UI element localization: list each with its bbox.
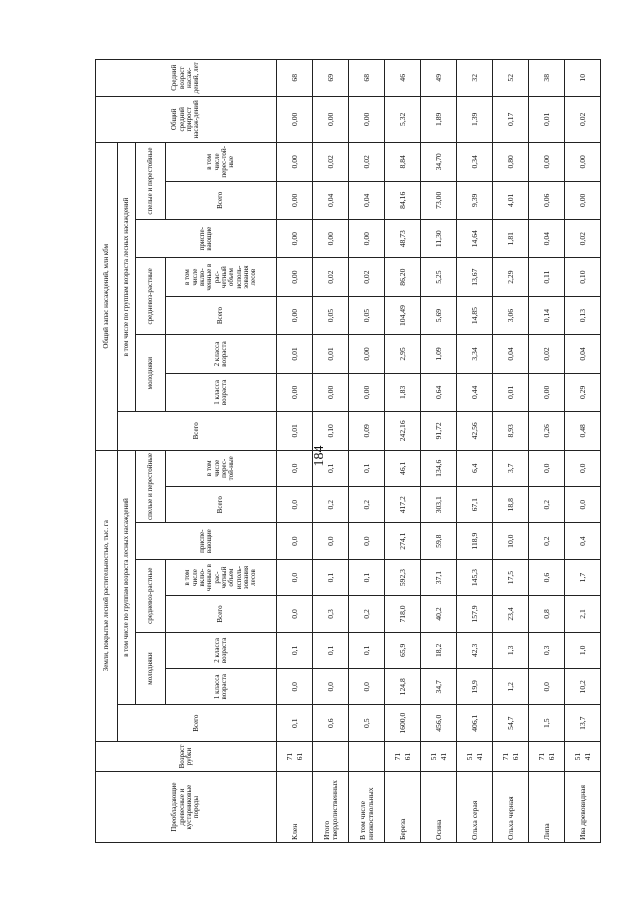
value-cell: 0,0 bbox=[529, 450, 565, 487]
table-row bbox=[457, 60, 493, 843]
value-cell: 0,17 bbox=[493, 96, 529, 143]
value-cell: 0,5 bbox=[349, 705, 385, 741]
value-cell: 48,73 bbox=[385, 220, 421, 258]
value-cell: 0,1 bbox=[349, 632, 385, 668]
table-row bbox=[313, 60, 349, 843]
value-cell: 0,00 bbox=[313, 96, 349, 143]
value-cell: 0,1 bbox=[277, 632, 313, 668]
species-cell: Ольха черная bbox=[493, 772, 529, 843]
value-cell: 68 bbox=[277, 60, 313, 97]
value-cell: 0,2 bbox=[313, 487, 349, 523]
value-cell: 1,0 bbox=[565, 632, 601, 668]
value-cell: 9,39 bbox=[457, 181, 493, 219]
value-cell: 0,3 bbox=[529, 632, 565, 668]
age-value: 71 bbox=[285, 752, 295, 761]
value-cell: 0,00 bbox=[277, 181, 313, 219]
value-cell: 0,00 bbox=[529, 373, 565, 411]
value-cell: 0,80 bbox=[493, 143, 529, 182]
value-cell: 104,49 bbox=[385, 296, 421, 334]
value-cell: 0,02 bbox=[529, 335, 565, 373]
value-cell: 0,00 bbox=[313, 373, 349, 411]
value-cell: 0,2 bbox=[349, 487, 385, 523]
value-cell: 0,01 bbox=[277, 412, 313, 450]
species-cell: Ива древовидная bbox=[565, 772, 601, 843]
value-cell: 0,14 bbox=[529, 296, 565, 334]
age-value: 61 bbox=[510, 752, 520, 761]
value-cell: 10,2 bbox=[565, 669, 601, 705]
value-cell: 69 bbox=[313, 60, 349, 97]
value-cell: 38 bbox=[529, 60, 565, 97]
value-cell: 1,81 bbox=[493, 220, 529, 258]
value-cell: 67,1 bbox=[457, 487, 493, 523]
value-cell: 0,3 bbox=[313, 596, 349, 632]
header-area-middle-incl: в том числе вклю-ченные в рас-четный объем исполь-зования лесов bbox=[166, 559, 277, 595]
age-value: 51 bbox=[429, 752, 439, 761]
value-cell: 0,2 bbox=[529, 487, 565, 523]
table-row bbox=[421, 60, 457, 843]
value-cell: 0,02 bbox=[313, 258, 349, 296]
value-cell: 0,1 bbox=[313, 450, 349, 487]
value-cell: 0,00 bbox=[349, 96, 385, 143]
value-cell: 0,02 bbox=[349, 143, 385, 182]
value-cell: 11,30 bbox=[421, 220, 457, 258]
value-cell: 84,16 bbox=[385, 181, 421, 219]
value-cell: 0,0 bbox=[349, 523, 385, 559]
value-cell: 718,0 bbox=[385, 596, 421, 632]
age-cell bbox=[529, 741, 565, 771]
header-area-premature: приспе-вающие bbox=[136, 523, 277, 559]
header-area-total: Всего bbox=[118, 705, 277, 741]
value-cell: 13,7 bbox=[565, 705, 601, 741]
value-cell: 0,26 bbox=[529, 412, 565, 450]
value-cell: 0,01 bbox=[529, 96, 565, 143]
value-cell: 124,8 bbox=[385, 669, 421, 705]
header-vol-total: Всего bbox=[118, 412, 277, 450]
species-cell: Осина bbox=[421, 772, 457, 843]
header-vol-middle-incl: в том числе вклю-ченные в рас-четный объем исполь-зования лесов bbox=[166, 258, 277, 296]
value-cell: 0,04 bbox=[565, 335, 601, 373]
value-cell: 23,4 bbox=[493, 596, 529, 632]
header-area-middle-total: Всего bbox=[166, 596, 277, 632]
value-cell: 592,3 bbox=[385, 559, 421, 595]
value-cell: 2,1 bbox=[565, 596, 601, 632]
value-cell: 0,0 bbox=[277, 596, 313, 632]
value-cell: 49 bbox=[421, 60, 457, 97]
table-row bbox=[277, 60, 313, 843]
value-cell: 0,00 bbox=[565, 143, 601, 182]
age-cell bbox=[493, 741, 529, 771]
value-cell: 0,1 bbox=[277, 705, 313, 741]
value-cell: 2,29 bbox=[493, 258, 529, 296]
header-species: Преобладающие древесные и кустарниковые породы bbox=[96, 772, 277, 843]
header-vol-premature: приспе-вающие bbox=[136, 220, 277, 258]
value-cell: 0,48 bbox=[565, 412, 601, 450]
value-cell: 0,02 bbox=[565, 96, 601, 143]
value-cell: 46,1 bbox=[385, 450, 421, 487]
value-cell: 59,8 bbox=[421, 523, 457, 559]
value-cell: 0,44 bbox=[457, 373, 493, 411]
value-cell: 242,16 bbox=[385, 412, 421, 450]
species-cell: Клен bbox=[277, 772, 313, 843]
value-cell: 1,39 bbox=[457, 96, 493, 143]
value-cell: 0,0 bbox=[277, 450, 313, 487]
value-cell: 54,7 bbox=[493, 705, 529, 741]
value-cell: 0,1 bbox=[313, 632, 349, 668]
value-cell: 0,01 bbox=[493, 373, 529, 411]
value-cell: 18,2 bbox=[421, 632, 457, 668]
value-cell: 0,4 bbox=[565, 523, 601, 559]
value-cell: 0,00 bbox=[529, 143, 565, 182]
value-cell: 37,1 bbox=[421, 559, 457, 595]
header-area-mature-incl: в том числе перес-той-ные bbox=[166, 450, 277, 487]
value-cell: 1,09 bbox=[421, 335, 457, 373]
value-cell: 17,5 bbox=[493, 559, 529, 595]
age-value: 71 bbox=[537, 752, 547, 761]
value-cell: 157,9 bbox=[457, 596, 493, 632]
value-cell: 0,0 bbox=[565, 487, 601, 523]
table-body bbox=[277, 60, 601, 843]
header-vol-mature-total: Всего bbox=[166, 181, 277, 219]
value-cell: 0,10 bbox=[565, 258, 601, 296]
value-cell: 14,64 bbox=[457, 220, 493, 258]
header-vol-incl: в том числе по группам возраста лесных насаждений bbox=[118, 143, 136, 412]
header-vol-young1: 1 класса возраста bbox=[166, 373, 277, 411]
age-cell bbox=[313, 741, 349, 771]
value-cell: 0,00 bbox=[277, 96, 313, 143]
species-cell: Итого твердолиственных bbox=[313, 772, 349, 843]
value-cell: 65,9 bbox=[385, 632, 421, 668]
age-value: 41 bbox=[582, 752, 592, 761]
species-cell: Ольха серая bbox=[457, 772, 493, 843]
value-cell: 0,00 bbox=[277, 373, 313, 411]
age-cell bbox=[421, 741, 457, 771]
table-row bbox=[385, 60, 421, 843]
value-cell: 91,72 bbox=[421, 412, 457, 450]
header-volume-group: Общий запас насаждений, млн кбм bbox=[96, 143, 118, 450]
value-cell: 0,01 bbox=[313, 335, 349, 373]
value-cell: 46 bbox=[385, 60, 421, 97]
value-cell: 34,70 bbox=[421, 143, 457, 182]
value-cell: 0,04 bbox=[313, 181, 349, 219]
value-cell: 0,04 bbox=[529, 220, 565, 258]
value-cell: 1,7 bbox=[565, 559, 601, 595]
header-vol-middle-total: Всего bbox=[166, 296, 277, 334]
value-cell: 0,05 bbox=[349, 296, 385, 334]
value-cell: 42,3 bbox=[457, 632, 493, 668]
header-vol-young2: 2 класса возраста bbox=[166, 335, 277, 373]
value-cell: 0,0 bbox=[565, 450, 601, 487]
value-cell: 68 bbox=[349, 60, 385, 97]
value-cell: 0,09 bbox=[349, 412, 385, 450]
value-cell: 456,0 bbox=[421, 705, 457, 741]
age-value: 51 bbox=[573, 752, 583, 761]
value-cell: 0,00 bbox=[277, 143, 313, 182]
table-row bbox=[529, 60, 565, 843]
value-cell: 3,06 bbox=[493, 296, 529, 334]
value-cell: 0,00 bbox=[349, 220, 385, 258]
age-cell bbox=[277, 741, 313, 771]
value-cell: 1600,0 bbox=[385, 705, 421, 741]
value-cell: 52 bbox=[493, 60, 529, 97]
value-cell: 0,05 bbox=[313, 296, 349, 334]
age-value: 61 bbox=[402, 752, 412, 761]
value-cell: 0,00 bbox=[349, 335, 385, 373]
value-cell: 0,0 bbox=[277, 559, 313, 595]
header-vol-mature: спелые и перестойные bbox=[136, 143, 166, 220]
value-cell: 0,00 bbox=[277, 258, 313, 296]
value-cell: 0,02 bbox=[349, 258, 385, 296]
value-cell: 10 bbox=[565, 60, 601, 97]
age-value: 61 bbox=[294, 752, 304, 761]
value-cell: 0,00 bbox=[313, 220, 349, 258]
value-cell: 0,01 bbox=[277, 335, 313, 373]
value-cell: 0,2 bbox=[529, 523, 565, 559]
value-cell: 86,20 bbox=[385, 258, 421, 296]
age-value: 71 bbox=[393, 752, 403, 761]
table-row bbox=[493, 60, 529, 843]
value-cell: 34,7 bbox=[421, 669, 457, 705]
value-cell: 19,9 bbox=[457, 669, 493, 705]
age-cell bbox=[349, 741, 385, 771]
value-cell: 0,1 bbox=[313, 559, 349, 595]
value-cell: 0,0 bbox=[277, 487, 313, 523]
value-cell: 0,34 bbox=[457, 143, 493, 182]
value-cell: 1,3 bbox=[493, 632, 529, 668]
value-cell: 73,00 bbox=[421, 181, 457, 219]
header-area-middle: средневоз-растные bbox=[136, 559, 166, 632]
header-area-incl: в том числе по группам возраста лесных насаждений bbox=[118, 450, 136, 705]
species-cell: В том числе низкоствольных bbox=[349, 772, 385, 843]
value-cell: 0,8 bbox=[529, 596, 565, 632]
value-cell: 18,8 bbox=[493, 487, 529, 523]
value-cell: 0,0 bbox=[277, 523, 313, 559]
value-cell: 40,2 bbox=[421, 596, 457, 632]
value-cell: 14,85 bbox=[457, 296, 493, 334]
age-value: 61 bbox=[546, 752, 556, 761]
value-cell: 0,02 bbox=[565, 220, 601, 258]
value-cell: 0,02 bbox=[313, 143, 349, 182]
header-vol-mature-incl: в том числе перес-той-ные bbox=[166, 143, 277, 182]
header-area-young2: 2 класса возраста bbox=[166, 632, 277, 668]
age-value: 41 bbox=[474, 752, 484, 761]
value-cell: 0,1 bbox=[349, 450, 385, 487]
table-header bbox=[96, 60, 277, 843]
value-cell: 3,34 bbox=[457, 335, 493, 373]
age-cell bbox=[565, 741, 601, 771]
value-cell: 0,0 bbox=[277, 669, 313, 705]
value-cell: 0,0 bbox=[313, 523, 349, 559]
value-cell: 303,1 bbox=[421, 487, 457, 523]
value-cell: 0,00 bbox=[277, 296, 313, 334]
value-cell: 5,25 bbox=[421, 258, 457, 296]
value-cell: 3,7 bbox=[493, 450, 529, 487]
value-cell: 0,0 bbox=[313, 669, 349, 705]
value-cell: 13,67 bbox=[457, 258, 493, 296]
value-cell: 5,69 bbox=[421, 296, 457, 334]
value-cell: 4,01 bbox=[493, 181, 529, 219]
value-cell: 42,56 bbox=[457, 412, 493, 450]
header-area-young: молодняки bbox=[136, 632, 166, 705]
page-number: 184 bbox=[312, 445, 327, 467]
table-row bbox=[349, 60, 385, 843]
value-cell: 0,06 bbox=[529, 181, 565, 219]
value-cell: 0,11 bbox=[529, 258, 565, 296]
value-cell: 0,0 bbox=[349, 669, 385, 705]
value-cell: 274,1 bbox=[385, 523, 421, 559]
table-row bbox=[565, 60, 601, 843]
forest-stats-table bbox=[95, 59, 601, 843]
header-age: Возраст рубки bbox=[96, 741, 277, 771]
species-cell: Липа bbox=[529, 772, 565, 843]
header-avg-age: Средний возраст насаж-дений, лет bbox=[96, 60, 277, 97]
value-cell: 1,5 bbox=[529, 705, 565, 741]
value-cell: 0,13 bbox=[565, 296, 601, 334]
value-cell: 1,2 bbox=[493, 669, 529, 705]
value-cell: 134,6 bbox=[421, 450, 457, 487]
value-cell: 0,00 bbox=[565, 181, 601, 219]
value-cell: 0,00 bbox=[277, 220, 313, 258]
header-area-group: Земли, покрытые лесной растительностью, тыс. га bbox=[96, 450, 118, 741]
age-value: 41 bbox=[438, 752, 448, 761]
value-cell: 417,2 bbox=[385, 487, 421, 523]
value-cell: 32 bbox=[457, 60, 493, 97]
header-growth: Общий средний прирост насаж-дений bbox=[96, 96, 277, 143]
value-cell: 8,93 bbox=[493, 412, 529, 450]
species-cell: Береза bbox=[385, 772, 421, 843]
value-cell: 118,9 bbox=[457, 523, 493, 559]
header-vol-middle: средневоз-растные bbox=[136, 258, 166, 335]
value-cell: 145,3 bbox=[457, 559, 493, 595]
age-cell bbox=[457, 741, 493, 771]
value-cell: 1,89 bbox=[421, 96, 457, 143]
value-cell: 2,95 bbox=[385, 335, 421, 373]
value-cell: 0,64 bbox=[421, 373, 457, 411]
value-cell: 1,83 bbox=[385, 373, 421, 411]
age-value: 71 bbox=[501, 752, 511, 761]
value-cell: 0,29 bbox=[565, 373, 601, 411]
value-cell: 0,04 bbox=[493, 335, 529, 373]
value-cell: 0,2 bbox=[349, 596, 385, 632]
value-cell: 0,6 bbox=[529, 559, 565, 595]
value-cell: 0,00 bbox=[349, 373, 385, 411]
value-cell: 0,10 bbox=[313, 412, 349, 450]
value-cell: 0,0 bbox=[529, 669, 565, 705]
header-area-young1: 1 класса возраста bbox=[166, 669, 277, 705]
value-cell: 10,0 bbox=[493, 523, 529, 559]
value-cell: 0,04 bbox=[349, 181, 385, 219]
value-cell: 0,6 bbox=[313, 705, 349, 741]
age-cell bbox=[385, 741, 421, 771]
forest-table-rotated bbox=[95, 59, 601, 843]
value-cell: 6,4 bbox=[457, 450, 493, 487]
value-cell: 5,32 bbox=[385, 96, 421, 143]
value-cell: 8,84 bbox=[385, 143, 421, 182]
header-area-mature-total: Всего bbox=[166, 487, 277, 523]
age-value: 51 bbox=[465, 752, 475, 761]
header-vol-young: молодняки bbox=[136, 335, 166, 412]
header-area-mature: спелые и перестойные bbox=[136, 450, 166, 523]
value-cell: 406,1 bbox=[457, 705, 493, 741]
value-cell: 0,1 bbox=[349, 559, 385, 595]
